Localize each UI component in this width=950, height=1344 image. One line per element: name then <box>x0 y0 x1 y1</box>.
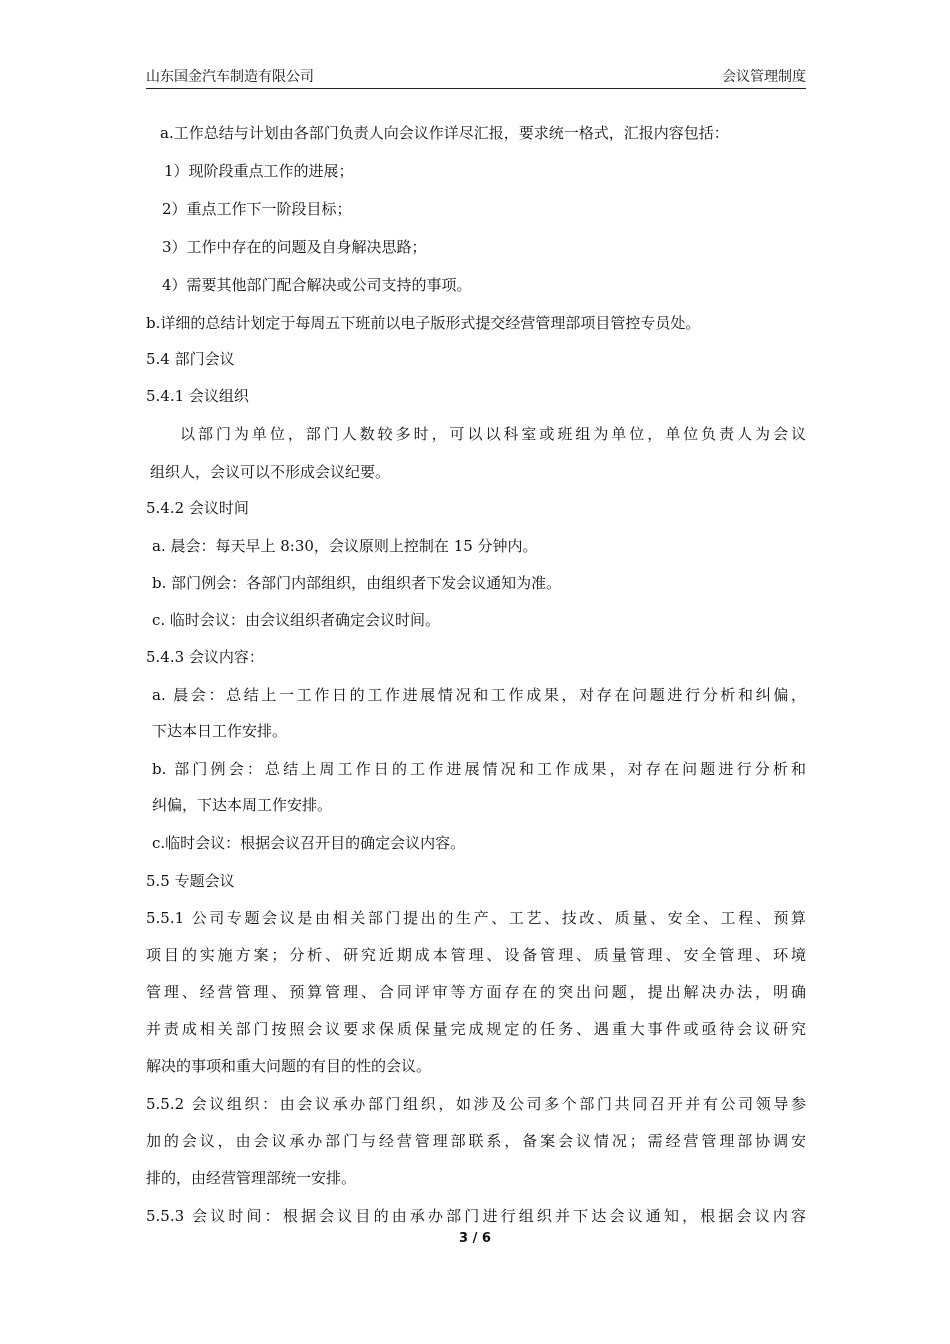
body-line: c.临时会议：根据会议召开目的确定会议内容。 <box>152 834 466 852</box>
body-line: a. 晨会：每天早上 8:30，会议原则上控制在 15 分钟内。 <box>152 537 538 555</box>
body-line: 5.5.3 会议时间：根据会议目的由承办部门进行组织并下达会议通知，根据会议内容 <box>146 1207 806 1225</box>
page-number: 3 / 6 <box>459 1231 491 1246</box>
body-line: 1）现阶段重点工作的进展； <box>164 162 354 180</box>
body-line: 5.5.2 会议组织：由会议承办部门组织，如涉及公司多个部门共同召开并有公司领导参 <box>146 1095 806 1113</box>
body-line: a. 晨会：总结上一工作日的工作进展情况和工作成果，对存在问题进行分析和纠偏， <box>152 686 806 704</box>
body-line: 解决的事项和重大问题的有目的性的会议。 <box>146 1057 432 1075</box>
body-line: 下达本日工作安排。 <box>152 722 288 740</box>
section-heading: 5.4.1 会议组织 <box>146 387 249 405</box>
section-heading: 5.4 部门会议 <box>146 350 235 368</box>
body-line: 3）工作中存在的问题及自身解决思路； <box>162 238 427 256</box>
body-line: c. 临时会议：由会议组织者确定会议时间。 <box>152 611 440 629</box>
body-line: 排的，由经营管理部统一安排。 <box>146 1169 357 1187</box>
body-line: 4）需要其他部门配合解决或公司支持的事项。 <box>162 276 472 294</box>
body-line: 加的会议，由会议承办部门与经营管理部联系，备案会议情况；需经营管理部协调安 <box>146 1132 806 1150</box>
section-heading: 5.5 专题会议 <box>146 872 235 890</box>
section-heading: 5.4.3 会议内容： <box>146 648 264 666</box>
body-line: b. 部门例会：各部门内部组织，由组织者下发会议通知为准。 <box>152 574 562 592</box>
body-line: 并责成相关部门按照会议要求保质保量完成规定的任务、遇重大事件或亟待会议研究 <box>146 1020 806 1038</box>
header-company-name: 山东国金汽车制造有限公司 <box>146 69 314 85</box>
body-line: 项目的实施方案；分析、研究近期成本管理、设备管理、质量管理、安全管理、环境 <box>146 946 806 964</box>
body-line: 5.5.1 公司专题会议是由相关部门提出的生产、工艺、技改、质量、安全、工程、预算 <box>146 909 806 927</box>
body-line: 2）重点工作下一阶段目标； <box>162 200 352 218</box>
body-line: 组织人，会议可以不形成会议纪要。 <box>150 463 391 481</box>
page-header <box>146 62 806 89</box>
section-heading: 5.4.2 会议时间 <box>146 499 249 517</box>
body-line: b.详细的总结计划定于每周五下班前以电子版形式提交经营管理部项目管控专员处。 <box>146 314 701 332</box>
body-line: 以部门为单位，部门人数较多时，可以以科室或班组为单位，单位负责人为会议 <box>180 425 806 443</box>
header-document-title: 会议管理制度 <box>722 69 806 85</box>
body-line: a.工作总结与计划由各部门负责人向会议作详尽汇报，要求统一格式，汇报内容包括： <box>160 124 729 142</box>
body-line: b. 部门例会：总结上周工作日的工作进展情况和工作成果，对存在问题进行分析和 <box>152 760 806 778</box>
body-line: 管理、经营管理、预算管理、合同评审等方面存在的突出问题，提出解决办法，明确 <box>146 983 806 1001</box>
body-line: 纠偏，下达本周工作安排。 <box>152 796 333 814</box>
